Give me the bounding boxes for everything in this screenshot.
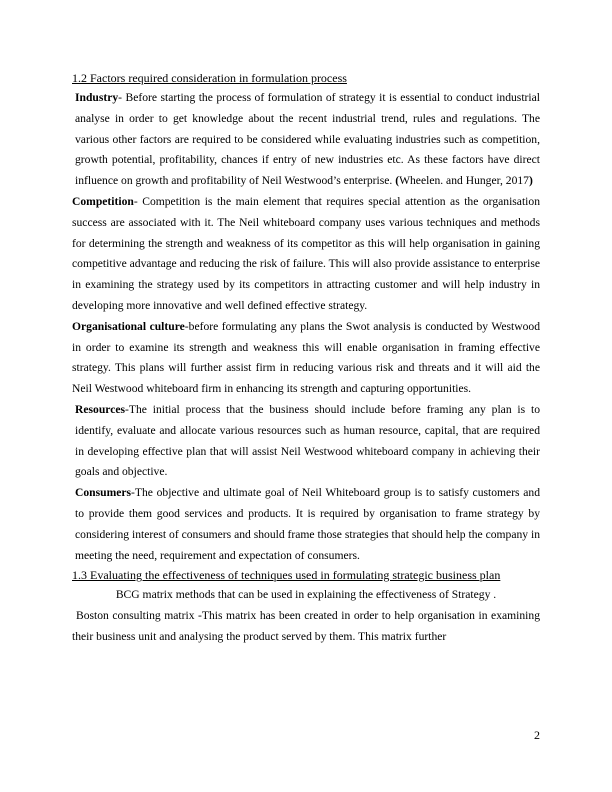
- term-industry: Industry: [75, 91, 119, 104]
- paragraph-organisational-culture: [72, 317, 540, 400]
- text-consumers: -The objective and ultimate goal of Neil Whiteboard group is to satisfy customers and to provide them good services and products. It is required by organisation to frame strategy by considering interest of consumers and should frame those strategies that should help the company in meeting the need, requirement and expectation of consumers.: [75, 486, 540, 562]
- citation-open: (: [395, 174, 400, 188]
- paragraph-competition: [72, 192, 540, 317]
- section-heading-1-3: 1.3 Evaluating the effectiveness of techniques used in formulating strategic business plan: [72, 568, 501, 583]
- paragraph-resources: [72, 400, 540, 483]
- text-competition: - Competition is the main element that requires special attention as the organisation success are associated with it. The Neil whiteboard company uses various techniques and methods for determining the strength and weakness of its competitor as this will help organisation in gaining competitive advantage and reducing the risk of failure. This will also provide assistance to enterprise in examining the strategy used by its competitors in attracting customer and will help industry in developing more innovative and well defined effective strategy.: [72, 194, 540, 312]
- citation-close: ): [528, 174, 533, 188]
- page-number: 2: [534, 728, 540, 742]
- text-resources: -The initial process that the business should include before framing any plan is to identify, evaluate and allocate various resources such as human resource, capital, that are required in developing effective plan that will assist Neil Westwood whiteboard company in achieving their goals and objective.: [75, 402, 540, 479]
- term-resources: Resources: [75, 402, 126, 416]
- term-organisational-culture: Organisational culture: [72, 319, 185, 333]
- paragraph-consumers: [72, 483, 540, 566]
- citation-industry: Wheelen. and Hunger, 2017: [399, 174, 529, 188]
- paragraph-industry: [72, 88, 540, 192]
- term-competition: Competition: [72, 194, 134, 208]
- bcg-intro-line: BCG matrix methods that can be used in explaining the effectiveness of Strategy .: [115, 588, 497, 602]
- document-page: [72, 70, 540, 648]
- section-heading-1-2: 1.2 Factors required consideration in formulation process: [72, 71, 347, 85]
- bullet-boston-matrix: [72, 606, 540, 648]
- text-boston-matrix: Boston consulting matrix -This matrix has been created in order to help organisation in examining their business unit and analysing the product served by them. This matrix further: [72, 609, 540, 643]
- text-industry: - Before starting the process of formulation of strategy it is essential to conduct industrial analyse in order to get knowledge about the recent industrial trend, rules and regulations. The various other factors are required to be considered while evaluating industries such as competition, growth potential, profitability, chances if entry of new industries etc. As these factors have direct influence on growth and profitability of Neil Westwood’s enterprise.: [75, 91, 540, 188]
- text-organisational-culture: -before formulating any plans the Swot analysis is conducted by Westwood in order to examine its strength and weakness this will enable organisation in framing effective strategy. This plans will further assist firm in reducing various risk and threats and it will aid the Neil Westwood whiteboard firm in enhancing its strength and capturing opportunities.: [72, 319, 541, 396]
- term-consumers: Consumers: [75, 486, 132, 500]
